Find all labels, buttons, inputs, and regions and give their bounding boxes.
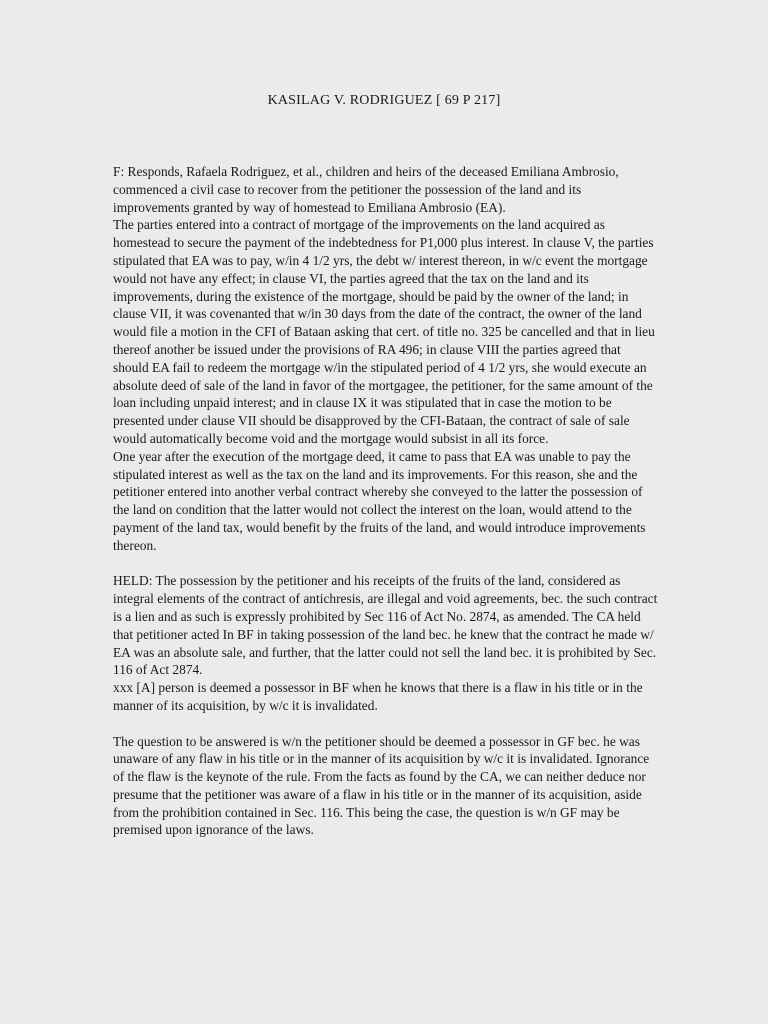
- paragraph-facts: F: Responds, Rafaela Rodriguez, et al., children and heirs of the deceased Emiliana Ambrosio, commenced a civil case to recover from the petitioner the possession of the land and its improvements granted by way of homestead to Emiliana Ambrosio (EA).: [113, 164, 619, 215]
- paragraph-bad-faith-rule: xxx [A] person is deemed a possessor in BF when he knows that there is a flaw in his title or in the manner of its acquisition, by w/c it is invalidated.: [113, 680, 643, 713]
- paragraph-mortgage-contract: The parties entered into a contract of mortgage of the improvements on the land acquired as homestead to secure the payment of the indebtedness for P1,000 plus interest. In clause V, the parties stipulated that EA was to pay, w/in 4 1/2 yrs, the debt w/ interest thereon, in w/c event the mortgage would not have any effect; in clause VI, the parties agreed that the tax on the land and its improvements, during the existence of the mortgage, should be paid by the owner of the land; in clause VII, it was covenanted that w/in 30 days from the date of the contract, the owner of the land would file a motion in the CFI of Bataan asking that cert. of title no. 325 be cancelled and that in lieu thereof another be issued under the provisions of RA 496; in clause VIII the parties agreed that should EA fail to redeem the mortgage w/in the stipulated period of 4 1/2 yrs, she would execute an absolute deed of sale of the land in favor of the mortgagee, the petitioner, for the same amount of the loan including unpaid interest; and in clause IX it was stipulated that in case the motion to be presented under clause VII should be disapproved by the CFI-Bataan, the contract of sale of sale would automatically become void and the mortgage would subsist in all its force.: [113, 217, 655, 446]
- document-body: [113, 163, 658, 839]
- document-title: KASILAG V. RODRIGUEZ [ 69 P 217]: [267, 93, 501, 108]
- paragraph-held: HELD: The possession by the petitioner and his receipts of the fruits of the land, considered as integral elements of the contract of antichresis, are illegal and void agreements, bec. the such contract is a lien and as such is expressly prohibited by Sec 116 of Act No. 2874, as amended. The CA held that petitioner acted In BF in taking possession of the land bec. he knew that the contract he made w/ EA was an absolute sale, and further, that the latter could not sell the land bec. it is prohibited by Sec. 116 of Act 2874.: [113, 573, 658, 678]
- paragraph-gap: [113, 715, 658, 733]
- paragraph-good-faith-question: The question to be answered is w/n the petitioner should be deemed a possessor in GF bec. he was unaware of any flaw in his title or in the manner of its acquisition by w/c it is invalidated. Ignorance of the flaw is the keynote of the rule. From the facts as found by the CA, we can neither deduce nor presume that the petitioner was aware of a flaw in his title or in the manner of its acquisition, aside from the prohibition contained in Sec. 116. This being the case, the question is w/n GF may be premised upon ignorance of the laws.: [113, 733, 650, 838]
- paragraph-verbal-contract: One year after the execution of the mortgage deed, it came to pass that EA was unable to pay the stipulated interest as well as the tax on the land and its improvements. For this reason, she and the petitioner entered into another verbal contract whereby she conveyed to the latter the possession of the land on condition that the latter would not collect the interest on the loan, would attend to the payment of the land tax, would benefit by the fruits of the land, and would introduce improvements thereon.: [113, 448, 646, 553]
- paragraph-gap: [113, 555, 658, 573]
